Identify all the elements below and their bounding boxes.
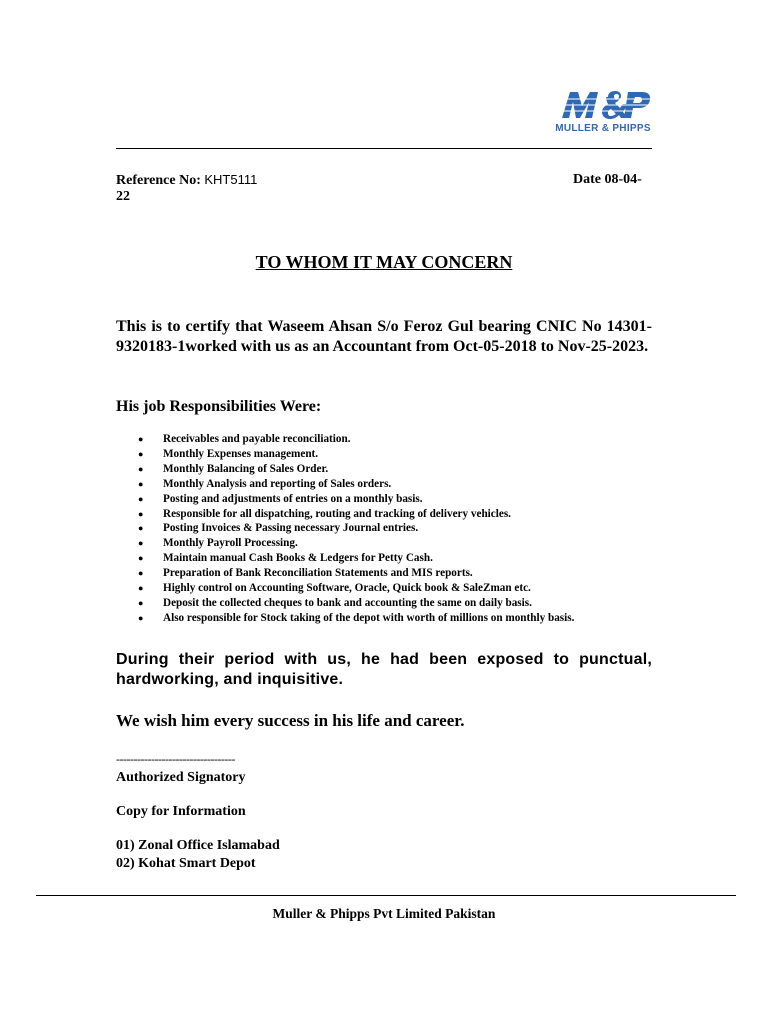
responsibility-text: Maintain manual Cash Books & Ledgers for Petty Cash. xyxy=(163,552,433,565)
bullet-icon: ● xyxy=(138,508,144,519)
responsibility-text: Posting and adjustments of entries on a monthly basis. xyxy=(163,492,423,505)
responsibility-text: Monthly Balancing of Sales Order. xyxy=(163,462,329,475)
reference-value: KHT5111 xyxy=(204,172,258,187)
bullet-icon: ● xyxy=(138,434,144,444)
responsibility-item xyxy=(116,521,676,536)
copy-recipient: 02) Kohat Smart Depot xyxy=(116,855,256,871)
responsibility-item xyxy=(116,507,676,522)
responsibility-item xyxy=(116,447,676,462)
responsibility-item xyxy=(116,596,676,611)
responsibility-item xyxy=(116,551,676,566)
responsibility-item xyxy=(116,477,676,492)
responsibility-item xyxy=(116,492,676,507)
bullet-icon: ● xyxy=(138,568,144,579)
header-divider xyxy=(116,148,652,149)
bullet-icon: ● xyxy=(138,612,144,623)
responsibility-item xyxy=(116,611,676,626)
copy-recipients xyxy=(116,837,280,872)
bullet-icon: ● xyxy=(138,583,144,594)
bullet-icon: ● xyxy=(138,463,144,474)
responsibility-item xyxy=(116,432,676,447)
responsibility-text: Highly control on Accounting Software, Oracle, Quick book & SaleZman etc. xyxy=(163,582,531,595)
responsibility-text: Receivables and payable reconciliation. xyxy=(163,433,351,445)
responsibility-text: Monthly Payroll Processing. xyxy=(163,537,298,550)
date-line-1: Date 08-04- xyxy=(573,172,642,187)
bullet-icon: ● xyxy=(138,553,144,564)
certification-paragraph: This is to certify that Waseem Ahsan S/o Feroz Gul bearing CNIC No 14301-9320183-1worked with us as an Accountant from Oct-05-2018 to Nov-25-2023. xyxy=(116,318,652,355)
well-wishes: We wish him every success in his life and career. xyxy=(116,711,465,730)
signature-line: ---------------------------------- xyxy=(116,752,235,766)
page-title: TO WHOM IT MAY CONCERN xyxy=(255,252,513,272)
copy-recipient: 01) Zonal Office Islamabad xyxy=(116,838,280,853)
bullet-icon: ● xyxy=(138,478,144,489)
responsibility-item xyxy=(116,462,676,477)
logo-monogram-graphic xyxy=(548,88,658,124)
responsibilities-list xyxy=(116,432,676,626)
bullet-icon: ● xyxy=(138,597,144,608)
bullet-icon: ● xyxy=(138,448,144,459)
reference-label: Reference No: xyxy=(116,173,201,188)
company-logo xyxy=(548,88,658,138)
logo-subtitle: MULLER & PHIPPS xyxy=(555,123,651,134)
responsibilities-heading: His job Responsibilities Were: xyxy=(116,398,322,415)
copy-for-information-label: Copy for Information xyxy=(116,804,246,819)
responsibility-text: Monthly Expenses management. xyxy=(163,447,319,460)
bullet-icon: ● xyxy=(138,523,144,534)
responsibility-text: Responsible for all dispatching, routing and tracking of delivery vehicles. xyxy=(163,507,511,520)
responsibility-text: Preparation of Bank Reconciliation Statements and MIS reports. xyxy=(163,567,473,580)
responsibility-text: Deposit the collected cheques to bank and accounting the same on daily basis. xyxy=(163,596,532,609)
date-line-2: 22 xyxy=(116,189,130,204)
responsibility-item xyxy=(116,536,676,551)
closing-paragraph: During their period with us, he had been exposed to punctual, hardworking, and inquisitive. xyxy=(116,651,652,688)
footer-company-name: Muller & Phipps Pvt Limited Pakistan xyxy=(272,906,496,921)
signatory-label: Authorized Signatory xyxy=(116,770,246,785)
responsibility-text: Also responsible for Stock taking of the depot with worth of millions on monthly basis. xyxy=(163,611,575,624)
reference-number xyxy=(116,172,257,189)
responsibility-item xyxy=(116,581,676,596)
bullet-icon: ● xyxy=(138,493,144,504)
responsibility-text: Posting Invoices & Passing necessary Journal entries. xyxy=(163,522,419,535)
footer-divider xyxy=(36,895,736,896)
responsibility-item xyxy=(116,566,676,581)
bullet-icon: ● xyxy=(138,538,144,549)
responsibility-text: Monthly Analysis and reporting of Sales orders. xyxy=(163,477,392,490)
